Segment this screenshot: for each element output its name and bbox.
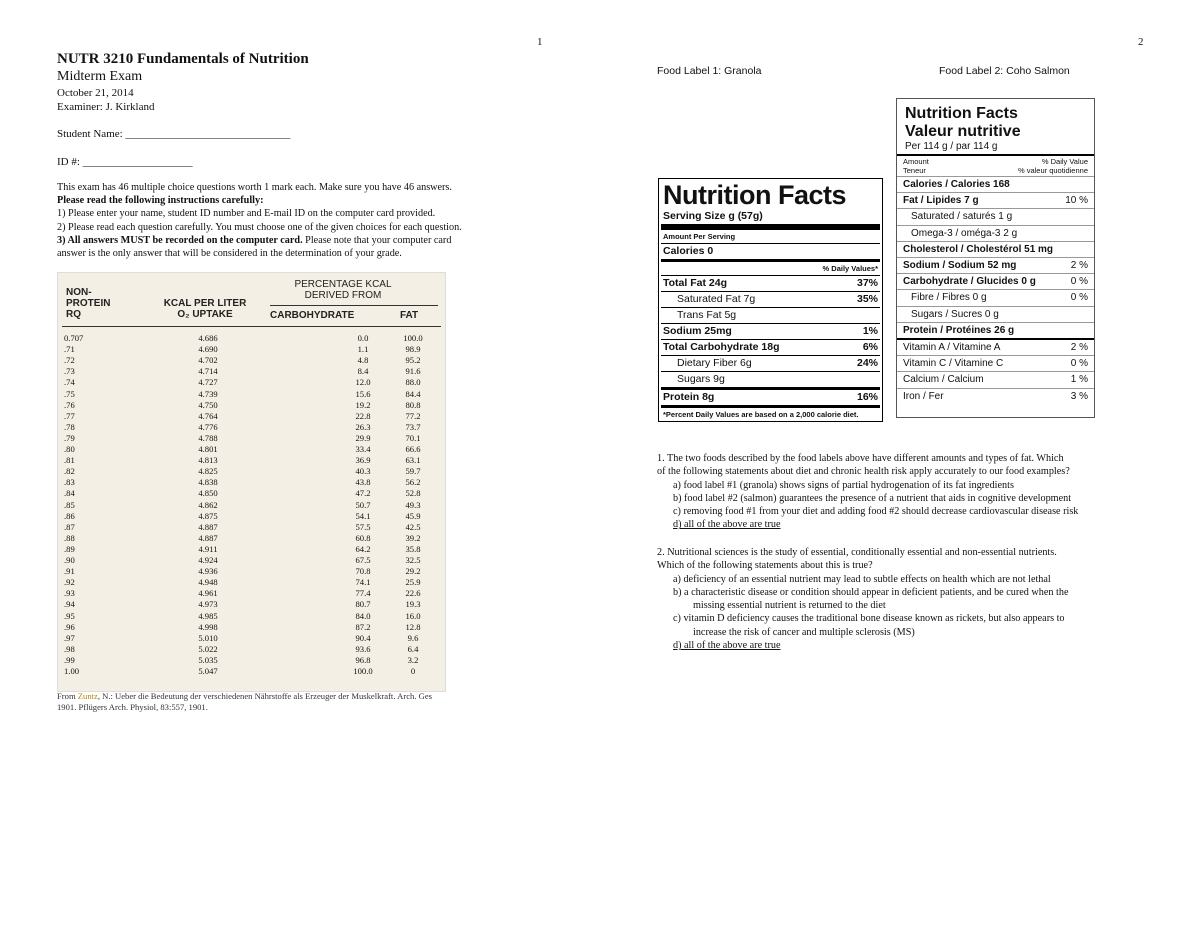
- nf2-row-pct: 10 %: [1065, 195, 1088, 207]
- intro-line: This exam has 46 multiple choice questions worth 1 mark each. Make sure you have 46 answers.: [57, 182, 452, 193]
- rq-table: [57, 272, 446, 692]
- rq-cell: .86: [64, 510, 75, 521]
- rq-cell: 5.022: [198, 643, 218, 654]
- nf2-dv: % Daily Value: [1041, 157, 1088, 166]
- rq-cell: 52.8: [405, 488, 421, 499]
- nf2-row: [897, 322, 1094, 338]
- instruction-3-bold: 3) All answers MUST be recorded on the computer card.: [57, 234, 303, 246]
- rq-col2-header: [150, 298, 260, 320]
- rq-cell: 49.3: [405, 499, 421, 510]
- q1-stem-line2: of the following statements about diet and chronic health risk apply accurately to our food examples?: [657, 466, 1070, 478]
- nf2-row: [897, 306, 1094, 322]
- nf2-row: [897, 192, 1094, 208]
- rq-cell: 87.2: [355, 621, 371, 632]
- rq-cell: 40.3: [355, 466, 371, 477]
- rq-table-row: [58, 433, 445, 444]
- rq-cell: 32.5: [405, 555, 421, 565]
- rq-group-rule: [270, 305, 438, 306]
- rq-cell: 6.4: [407, 643, 419, 654]
- instruction-1: 1) Please enter your name, student ID number and E-mail ID on the computer card provided.: [57, 208, 436, 220]
- rq-cell: 59.7: [405, 466, 421, 477]
- rq-cell: 0: [410, 666, 416, 676]
- rq-col4-header: FAT: [400, 310, 419, 321]
- rq-cell: 80.8: [405, 399, 421, 410]
- rq-cell: 42.5: [405, 521, 421, 532]
- rq-table-row: [58, 355, 445, 366]
- rq-cell: 4.948: [198, 577, 218, 588]
- nf2-title-en: Nutrition Facts: [905, 105, 1018, 122]
- nf2-row-label: Fat / Lipides 7 g: [903, 195, 979, 207]
- rq-cell: .71: [64, 344, 75, 355]
- rq-col1-line1: NON-: [66, 287, 92, 298]
- nf2-per: Per 114 g / par 114 g: [905, 141, 998, 152]
- rq-cell: .78: [64, 421, 75, 432]
- nf1-row-label: Saturated Fat 7g: [677, 293, 756, 305]
- table-source-line2: 1901. Pflügers Arch. Physiol, 83:557, 1901.: [57, 702, 208, 712]
- rq-cell: .91: [64, 566, 75, 577]
- rq-cell: 4.739: [198, 388, 218, 399]
- rq-cell: 4.887: [198, 521, 218, 532]
- rq-cell: 36.9: [355, 455, 371, 466]
- rq-cell: 4.850: [198, 488, 218, 499]
- rq-table-row: [58, 622, 445, 633]
- rq-cell: 4.961: [198, 588, 218, 599]
- nf1-calories: [659, 244, 882, 259]
- examiner: Examiner: J. Kirkland: [57, 101, 155, 113]
- rq-table-row: [58, 566, 445, 577]
- rq-cell: 96.8: [355, 654, 371, 665]
- rq-table-row: [58, 555, 445, 566]
- nf2-row-pct: 0 %: [1070, 292, 1088, 304]
- nf2-row-pct: 0 %: [1070, 358, 1088, 370]
- rq-cell: 73.7: [405, 421, 421, 432]
- rq-cell: .87: [64, 521, 75, 532]
- instruction-3-cont: answer is the only answer that will be considered in the determination of your grade.: [57, 248, 402, 260]
- rq-cell: .90: [64, 555, 75, 565]
- rq-cell: 67.5: [355, 555, 371, 565]
- rq-cell: 29.9: [355, 432, 371, 443]
- page-number-left: 1: [537, 36, 543, 48]
- rq-cell: 1.1: [357, 344, 369, 355]
- rq-cell: 5.010: [198, 632, 218, 643]
- q1-option-c: c) removing food #1 from your diet and adding food #2 should decrease cardiovascular disease risk: [673, 506, 1079, 518]
- rq-cell: .97: [64, 632, 75, 643]
- rq-cell: 4.764: [198, 410, 218, 421]
- question-1: [657, 452, 1157, 532]
- nf1-row-label: Sodium 25mg: [663, 325, 732, 337]
- rq-group-header: [283, 279, 403, 301]
- nf1-amount: Amount Per Serving: [663, 232, 736, 241]
- nf2-row: [897, 225, 1094, 241]
- nf1-title: Nutrition Facts: [663, 180, 847, 210]
- rq-col3-header: CARBOHYDRATE: [270, 310, 355, 321]
- rq-cell: 5.035: [198, 654, 218, 665]
- nf2-row-pct: 2 %: [1070, 342, 1088, 354]
- rq-cell: 4.686: [198, 333, 218, 343]
- nf1-row-pct: 6%: [862, 341, 878, 353]
- rq-cell: 74.1: [355, 577, 371, 588]
- rq-header-rule: [62, 326, 441, 327]
- rq-cell: 4.875: [198, 510, 218, 521]
- nf2-row: [897, 371, 1094, 387]
- rq-cell: 63.1: [405, 455, 421, 466]
- q2-option-c-cont: increase the risk of cancer and multiple sclerosis (MS): [693, 626, 915, 638]
- course-title: NUTR 3210 Fundamentals of Nutrition: [57, 51, 309, 67]
- table-source-line1: [57, 691, 432, 702]
- rq-cell: .74: [64, 377, 75, 388]
- nf1-row: [659, 324, 882, 339]
- q2-option-a: a) deficiency of an essential nutrient may lead to subtle effects on health which are not lethal: [673, 573, 1051, 585]
- q2-stem-line1: 2. Nutritional sciences is the study of essential, conditionally essential and non-essential nutrients.: [657, 547, 1057, 558]
- rq-cell: 66.6: [405, 444, 421, 454]
- source-prefix: From: [57, 691, 78, 701]
- rq-table-row: [58, 444, 445, 455]
- rq-table-row: [58, 488, 445, 499]
- rq-table-row: [58, 511, 445, 522]
- q2-option-b-cont: missing essential nutrient is returned to the diet: [693, 600, 886, 612]
- label2-caption: Food Label 2: Coho Salmon: [939, 65, 1070, 77]
- instruction-2: 2) Please read each question carefully. You must choose one of the given choices for each question.: [57, 221, 462, 233]
- nf2-row: [897, 241, 1094, 257]
- nf1-row-pct: 24%: [856, 357, 878, 369]
- rq-col2-line2: O₂ UPTAKE: [177, 309, 233, 320]
- rq-cell: 4.998: [198, 621, 218, 632]
- nf1-footnote: *Percent Daily Values are based on a 2,000 calorie diet.: [663, 410, 859, 419]
- nf1-row: [659, 356, 882, 371]
- q1-option-b: b) food label #2 (salmon) guarantees the presence of a nutrient that aids in cognitive development: [673, 492, 1072, 504]
- rq-cell: .83: [64, 477, 75, 488]
- rq-group-line1: PERCENTAGE KCAL: [294, 279, 392, 290]
- rq-cell: 19.2: [355, 399, 371, 410]
- nf1-row: [659, 390, 882, 405]
- rq-cell: 50.7: [355, 499, 371, 510]
- nf1-row-pct: 16%: [856, 391, 878, 403]
- nf2-row: [897, 338, 1094, 355]
- nf2-row-label: Vitamin C / Vitamine C: [903, 358, 1004, 370]
- rq-cell: .92: [64, 577, 75, 588]
- rq-cell: 4.702: [198, 355, 218, 366]
- student-name-field: Student Name: ______________________________: [57, 128, 291, 140]
- rq-cell: 4.887: [198, 532, 218, 543]
- rq-cell: 70.1: [405, 432, 421, 443]
- rq-cell: 91.6: [405, 366, 421, 377]
- rq-cell: 4.750: [198, 399, 218, 410]
- nf2-rows: [897, 176, 1094, 404]
- nf1-row: [659, 340, 882, 355]
- rq-cell: 0.0: [357, 333, 369, 343]
- nf1-row-label: Total Fat 24g: [663, 277, 727, 289]
- nf2-row: [897, 257, 1094, 273]
- exam-date: October 21, 2014: [57, 87, 134, 99]
- rq-cell: 4.936: [198, 566, 218, 577]
- read-line: Please read the following instructions carefully:: [57, 195, 264, 207]
- instruction-3: [57, 234, 527, 247]
- nf2-row-pct: 1 %: [1070, 374, 1088, 386]
- nf2-row-label: Sodium / Sodium 52 mg: [903, 260, 1017, 272]
- rq-cell: 4.924: [198, 555, 218, 565]
- rq-table-row: [58, 633, 445, 644]
- nf1-rows: [659, 276, 882, 405]
- source-title: , N.: Ueber die Bedeutung der verschiedenen Nährstoffe als Erzeuger der Muskelkraft. Arch. Ges: [97, 691, 432, 701]
- rq-table-row: [58, 333, 445, 344]
- rq-cell: 15.6: [355, 388, 371, 399]
- table-source: [57, 691, 432, 713]
- nf1-calories-text: Calories 0: [663, 245, 714, 257]
- rq-cell: .96: [64, 621, 75, 632]
- rq-cell: .81: [64, 455, 75, 466]
- rq-table-row: [58, 666, 445, 677]
- nf2-row: [897, 176, 1094, 192]
- instruction-3-rest: Please note that your computer card: [302, 234, 452, 246]
- nf1-row: [659, 292, 882, 307]
- rq-cell: 4.973: [198, 599, 218, 610]
- nf2-row-pct: 3 %: [1070, 390, 1088, 402]
- rq-table-row: [58, 455, 445, 466]
- rq-table-row: [58, 522, 445, 533]
- rq-table-row: [58, 411, 445, 422]
- rq-cell: 4.825: [198, 466, 218, 477]
- rq-table-row: [58, 500, 445, 511]
- rq-table-row: [58, 477, 445, 488]
- rq-cell: 3.2: [407, 654, 419, 665]
- nf2-amount: Amount: [903, 157, 929, 166]
- id-field: ID #: ____________________: [57, 156, 193, 168]
- q1-option-d: d) all of the above are true: [673, 519, 781, 531]
- rq-table-row: [58, 544, 445, 555]
- rq-table-row: [58, 466, 445, 477]
- rq-cell: 4.838: [198, 477, 218, 488]
- nf2-row-label: Iron / Fer: [903, 390, 944, 402]
- rq-cell: 1.00: [64, 666, 80, 676]
- q2-stem-line2: Which of the following statements about this is true?: [657, 560, 873, 572]
- rq-cell: 39.2: [405, 532, 421, 543]
- rq-cell: 4.862: [198, 499, 218, 510]
- rq-cell: .95: [64, 610, 75, 621]
- rq-cell: 4.801: [198, 444, 218, 454]
- nf1-row-label: Total Carbohydrate 18g: [663, 341, 780, 353]
- rq-table-row: [58, 389, 445, 400]
- nf2-teneur: Teneur: [903, 166, 926, 175]
- q1-option-a: a) food label #1 (granola) shows signs of partial hydrogenation of its fat ingredients: [673, 479, 1014, 491]
- rq-cell: .93: [64, 588, 75, 599]
- rq-cell: 4.714: [198, 366, 218, 377]
- rq-col1-header: [66, 287, 110, 320]
- nf2-row-label: Carbohydrate / Glucides 0 g: [903, 276, 1036, 288]
- rq-cell: 12.0: [355, 377, 371, 388]
- nf2-row: [897, 289, 1094, 305]
- rq-col1-line2: PROTEIN: [66, 298, 111, 309]
- rq-cell: .79: [64, 432, 75, 443]
- rq-cell: 43.8: [355, 477, 371, 488]
- rq-cell: 80.7: [355, 599, 371, 610]
- q2-option-b: b) a characteristic disease or condition should appear in deficient patients, and be cured when the: [673, 586, 1069, 598]
- rq-cell: 19.3: [405, 599, 421, 610]
- rq-cell: .80: [64, 444, 75, 454]
- rq-table-row: [58, 588, 445, 599]
- rq-table-row: [58, 422, 445, 433]
- rq-group-line2: DERIVED FROM: [304, 290, 382, 301]
- nf2-row-label: Omega-3 / oméga-3 2 g: [911, 227, 1018, 239]
- rq-cell: .76: [64, 399, 75, 410]
- rq-col1-line3: RQ: [66, 309, 81, 320]
- rq-cell: 100.0: [353, 666, 373, 676]
- nf2-row-label: Cholesterol / Cholestérol 51 mg: [903, 243, 1054, 255]
- nf2-row-label: Fibre / Fibres 0 g: [911, 292, 987, 304]
- rq-cell: 77.2: [405, 410, 421, 421]
- rq-cell: 0.707: [64, 333, 84, 343]
- rq-cell: 95.2: [405, 355, 421, 366]
- rq-table-row: [58, 655, 445, 666]
- exam-title: Midterm Exam: [57, 69, 143, 84]
- rq-cell: .89: [64, 543, 75, 554]
- rq-cell: .82: [64, 466, 75, 477]
- rq-cell: .99: [64, 654, 75, 665]
- rq-cell: 4.727: [198, 377, 218, 388]
- rq-cell: .85: [64, 499, 75, 510]
- rq-cell: 47.2: [355, 488, 371, 499]
- rq-cell: 93.6: [355, 643, 371, 654]
- nf2-row-label: Calories / Calories 168: [903, 179, 1010, 190]
- rq-cell: .72: [64, 355, 75, 366]
- rq-cell: 57.5: [355, 521, 371, 532]
- rq-cell: .98: [64, 643, 75, 654]
- rq-cell: 8.4: [357, 366, 369, 377]
- nf2-dv-fr: % valeur quotidienne: [1017, 166, 1088, 175]
- rq-cell: 12.8: [405, 621, 421, 632]
- label1-caption: Food Label 1: Granola: [657, 65, 762, 77]
- rq-table-row: [58, 577, 445, 588]
- rq-cell: .88: [64, 532, 75, 543]
- nf2-title-fr: Valeur nutritive: [905, 123, 1021, 140]
- rq-table-row: [58, 644, 445, 655]
- nf2-row-label: Vitamin A / Vitamine A: [903, 342, 1001, 354]
- rq-cell: 88.0: [405, 377, 421, 388]
- rq-cell: 16.0: [405, 610, 421, 621]
- rq-table-row: [58, 599, 445, 610]
- rq-table-row: [58, 611, 445, 622]
- nf1-row-pct: 1%: [862, 325, 878, 337]
- rq-cell: .84: [64, 488, 75, 499]
- q2-option-c: c) vitamin D deficiency causes the traditional bone disease known as rickets, but also appears to: [673, 613, 1065, 625]
- rq-cell: 5.047: [198, 666, 218, 676]
- nf1-row-label: Protein 8g: [663, 391, 715, 403]
- nf2-row: [897, 273, 1094, 289]
- nf2-row: [897, 355, 1094, 371]
- rq-cell: 4.690: [198, 344, 218, 355]
- nf1-serving-text: Serving Size g (57g): [663, 210, 763, 222]
- rq-cell: 4.788: [198, 432, 218, 443]
- rq-cell: 4.985: [198, 610, 218, 621]
- rq-cell: 35.8: [405, 543, 421, 554]
- nf1-row-label: Trans Fat 5g: [677, 309, 737, 321]
- source-author: Zuntz: [77, 691, 98, 701]
- rq-cell: 25.9: [405, 577, 421, 588]
- nf1-dv-header: % Daily Values*: [822, 264, 878, 273]
- nf1-row: [659, 308, 882, 323]
- nf1-serving: [659, 209, 882, 224]
- rq-cell: 98.9: [405, 344, 421, 355]
- q2-option-d: d) all of the above are true: [673, 640, 781, 652]
- rq-table-row: [58, 344, 445, 355]
- rq-cell: 29.2: [405, 566, 421, 577]
- nf2-row-label: Sugars / Sucres 0 g: [911, 308, 999, 320]
- nf1-row: [659, 372, 882, 387]
- nf2-dv-header: [897, 154, 1094, 176]
- nf1-row-label: Sugars 9g: [677, 373, 725, 385]
- rq-cell: 4.813: [198, 455, 218, 466]
- rq-cell: 100.0: [403, 333, 423, 343]
- rq-cell: 33.4: [355, 444, 371, 454]
- rq-cell: .73: [64, 366, 75, 377]
- nf2-row: [897, 208, 1094, 224]
- q1-stem-line1: 1. The two foods described by the food labels above have different amounts and types of fat. Which: [657, 453, 1064, 464]
- rq-cell: 54.1: [355, 510, 371, 521]
- instructions: [57, 181, 527, 260]
- rq-cell: 26.3: [355, 421, 371, 432]
- nf2-row-label: Calcium / Calcium: [903, 374, 984, 386]
- nf1-row: [659, 276, 882, 291]
- rq-cell: 22.6: [405, 588, 421, 599]
- rq-cell: 56.2: [405, 477, 421, 488]
- rq-cell: 64.2: [355, 543, 371, 554]
- nf2-row-label: Saturated / saturés 1 g: [911, 211, 1013, 223]
- rq-table-row: [58, 533, 445, 544]
- rq-cell: 45.9: [405, 510, 421, 521]
- rq-cell: 4.776: [198, 421, 218, 432]
- rq-col2-line1: KCAL PER LITER: [163, 298, 247, 309]
- nf2-row-pct: 0 %: [1070, 276, 1088, 288]
- nf1-row-pct: 37%: [856, 277, 878, 289]
- rq-table-row: [58, 377, 445, 388]
- rq-cell: .77: [64, 410, 75, 421]
- rq-cell: 9.6: [407, 632, 419, 643]
- nf2-row-label: Protein / Protéines 26 g: [903, 324, 1015, 336]
- nf1-row-label: Dietary Fiber 6g: [677, 357, 752, 369]
- granola-nutrition-label: [658, 178, 883, 422]
- rq-cell: 60.8: [355, 532, 371, 543]
- nf2-row-pct: 2 %: [1070, 260, 1088, 272]
- rq-table-row: [58, 400, 445, 411]
- rq-cell: 84.0: [355, 610, 371, 621]
- salmon-nutrition-label: [896, 98, 1095, 418]
- rq-cell: 70.8: [355, 566, 371, 577]
- rq-cell: .75: [64, 388, 75, 399]
- rq-table-row: [58, 366, 445, 377]
- nf2-row: [897, 388, 1094, 404]
- rq-cell: 84.4: [405, 388, 421, 399]
- rq-cell: 4.911: [198, 543, 218, 554]
- rq-cell: .94: [64, 599, 75, 610]
- rq-cell: 4.8: [357, 355, 369, 366]
- rq-cell: 22.8: [355, 410, 371, 421]
- page-number-right: 2: [1138, 36, 1144, 48]
- nf1-row-pct: 35%: [856, 293, 878, 305]
- question-2: [657, 546, 1157, 652]
- rq-cell: 77.4: [355, 588, 371, 599]
- rq-cell: 90.4: [355, 632, 371, 643]
